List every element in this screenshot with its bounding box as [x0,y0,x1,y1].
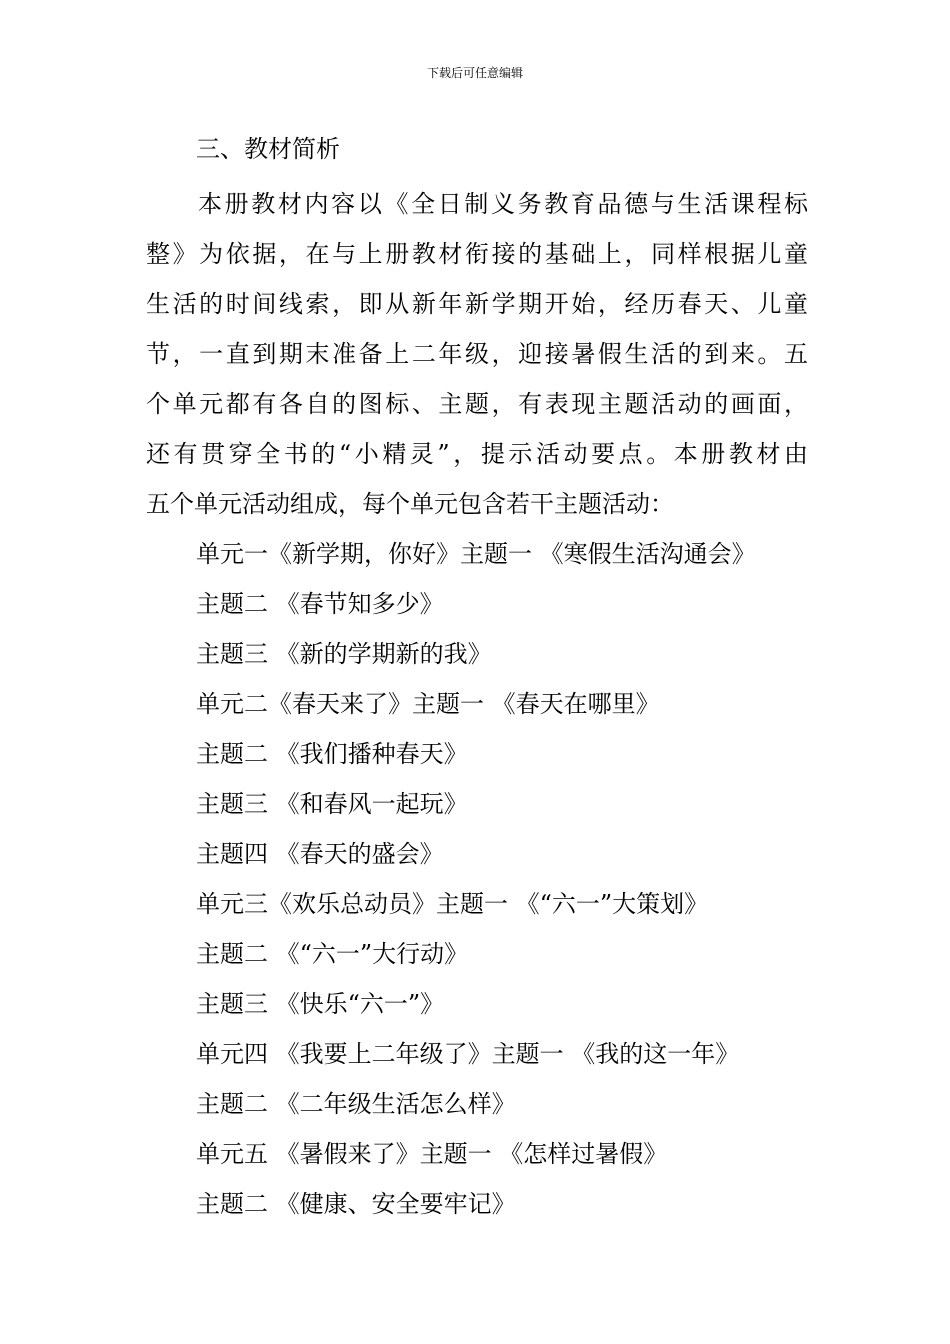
unit-line: 单元四 《我要上二年级了》主题一 《我的这一年》 [196,1040,740,1068]
unit-theme-list [196,529,816,1229]
theme-line: 主题二 《“六一”大行动》 [196,940,469,968]
theme-line: 主题二 《春节知多少》 [196,590,444,618]
unit-line: 单元五 《暑假来了》主题一 《怎样过暑假》 [196,1140,668,1168]
page-header-note: 下载后可任意编辑 [426,66,523,80]
theme-line: 主题三 《和春风一起玩》 [196,790,468,818]
theme-line: 主题二 《健康、安全要牢记》 [196,1190,516,1218]
theme-line: 主题二 《我们播种春天》 [196,740,468,768]
unit-line: 单元一《新学期，你好》主题一 《寒假生活沟通会》 [196,540,756,568]
unit-line: 单元三《欢乐总动员》主题一 《“六一”大策划》 [196,890,709,918]
paragraph-line: 还有贯穿全书的“小精灵”，提示活动要点。本册教材由 [146,440,808,468]
unit-line: 单元二《春天来了》主题一 《春天在哪里》 [196,690,660,718]
paragraph-line: 本册教材内容以《全日制义务教育品德与生活课程标 [198,190,808,218]
paragraph-line: 整》为依据，在与上册教材衔接的基础上，同样根据儿童 [146,240,808,268]
paragraph-line: 个单元都有各自的图标、主题，有表现主题活动的画面， [146,390,808,418]
paragraph-line: 生活的时间线索，即从新年新学期开始，经历春天、儿童 [146,290,808,318]
body-paragraph [146,179,808,529]
theme-line: 主题三 《快乐“六一”》 [196,990,445,1018]
section-heading: 三、教材简析 [196,135,340,163]
paragraph-line: 五个单元活动组成，每个单元包含若干主题活动： [146,490,674,518]
theme-line: 主题三 《新的学期新的我》 [196,640,492,668]
paragraph-line: 节，一直到期末准备上二年级，迎接暑假生活的到来。五 [146,340,808,368]
theme-line: 主题四 《春天的盛会》 [196,840,444,868]
theme-line: 主题二 《二年级生活怎么样》 [196,1090,516,1118]
